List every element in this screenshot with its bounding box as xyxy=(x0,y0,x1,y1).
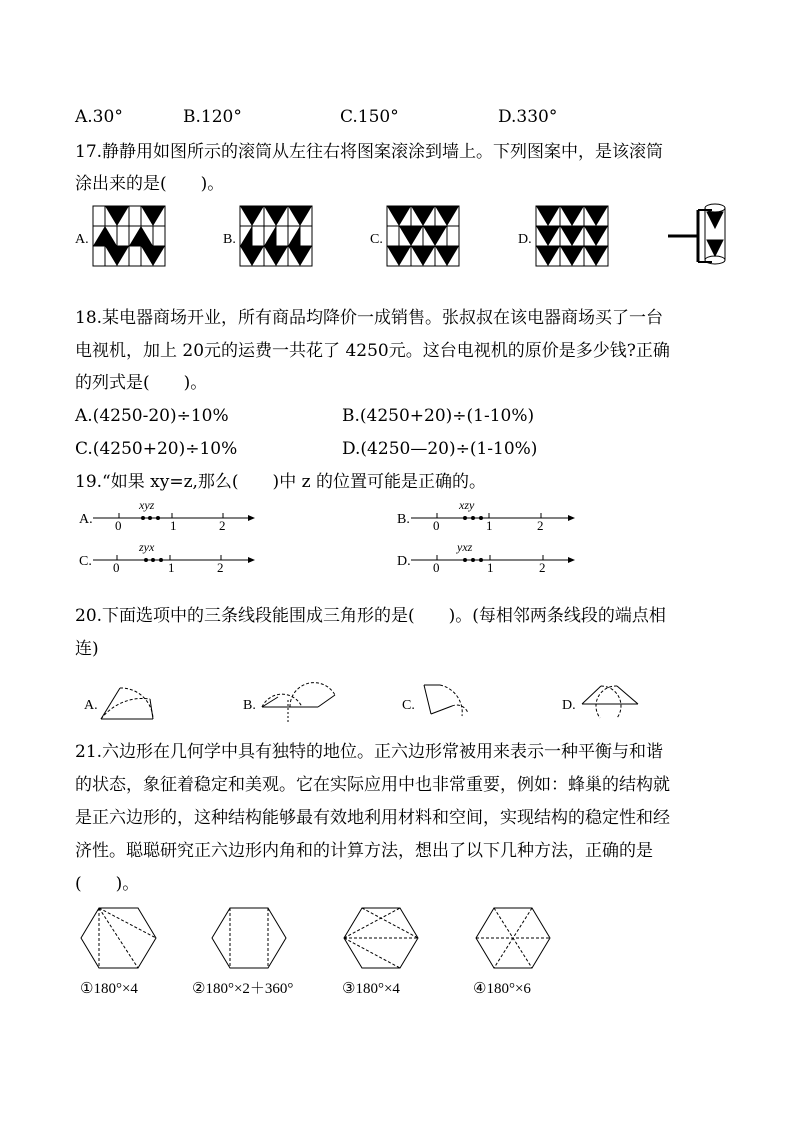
q18-line-1: 18.某电器商场开业，所有商品均降价一成销售。张叔叔在该电器商场买了一台 xyxy=(75,308,664,328)
q20-figures xyxy=(0,676,794,736)
q21-line-1: 21.六边形在几何学中具有独特的地位。正六边形常被用来表示一种平衡与和谐 xyxy=(75,742,664,762)
q20-figure-b xyxy=(262,683,335,722)
q18-option-a: A.(4250-20)÷10% xyxy=(75,406,229,426)
q18-line-3: 的列式是( )。 xyxy=(75,373,208,393)
q21-line-2: 的状态，象征着稳定和美观。它在实际应用中也非常重要，例如：蜂巢的结构就 xyxy=(75,775,670,795)
q19-vars-b: xzy xyxy=(459,498,475,512)
q20-line-2: 连) xyxy=(75,639,99,659)
q16-option-c: C.150° xyxy=(340,107,399,127)
q19-vars-d: yxz xyxy=(457,540,473,554)
q18-line-2: 电视机，加上 20元的运费一共花了 4250元。这台电视机的原价是多少钱?正确 xyxy=(75,341,670,361)
q19-label-b: B. xyxy=(397,512,410,527)
q17-line-1: 17.静静用如图所示的滚筒从左往右将图案滚涂到墙上。下列图案中，是该滚筒 xyxy=(75,142,664,162)
q20-figure-d xyxy=(582,686,638,718)
q20-figure-a xyxy=(101,688,153,719)
q17-pattern-c xyxy=(387,206,459,266)
q21-caption-2: ②180°×2＋360° xyxy=(192,981,294,997)
q21-hexagon-4 xyxy=(476,908,550,968)
q17-pattern-a xyxy=(93,206,165,266)
q17-label-d: D. xyxy=(518,232,532,247)
q21-line-5: ( )。 xyxy=(75,874,140,894)
svg-text:2: 2 xyxy=(539,560,546,575)
svg-text:2: 2 xyxy=(537,518,544,533)
roller-image xyxy=(668,204,725,264)
q19-line-1: 19.“如果 xy=z,那么( )中 z 的位置可能是正确的。 xyxy=(75,472,486,492)
q21-hexagon-2 xyxy=(212,908,286,968)
q21-line-3: 是正六边形的，这种结构能够最有效地利用材料和空间，实现结构的稳定性和经 xyxy=(75,808,670,828)
q19-vars-c: zyx xyxy=(139,540,155,554)
q20-label-b: B. xyxy=(243,698,256,713)
q21-hexagon-1 xyxy=(81,908,156,968)
q19-label-c: C. xyxy=(79,554,92,569)
svg-text:1: 1 xyxy=(486,518,493,533)
q17-label-a: A. xyxy=(75,232,89,247)
q18-option-d: D.(4250—20)÷(1-10%) xyxy=(342,439,538,459)
q18-option-c: C.(4250+20)÷10% xyxy=(75,439,238,459)
svg-text:0: 0 xyxy=(433,518,440,533)
q19-vars-a: xyz xyxy=(139,498,155,512)
q21-figures xyxy=(0,900,794,1010)
svg-text:1: 1 xyxy=(170,518,177,533)
q19-line-d xyxy=(397,540,575,575)
q21-caption-4: ④180°×6 xyxy=(473,981,531,997)
q19-line-a xyxy=(79,498,255,533)
q16-option-a: A.30° xyxy=(75,107,123,127)
q20-label-a: A. xyxy=(84,698,98,713)
q19-line-b xyxy=(397,498,575,533)
svg-text:2: 2 xyxy=(217,560,224,575)
q17-pattern-d xyxy=(536,206,608,266)
q21-caption-1: ①180°×4 xyxy=(80,981,138,997)
q20-label-d: D. xyxy=(562,698,576,713)
q19-label-a: A. xyxy=(79,512,93,527)
svg-text:0: 0 xyxy=(433,560,440,575)
svg-text:1: 1 xyxy=(168,560,175,575)
q17-label-c: C. xyxy=(370,232,383,247)
q19-line-c xyxy=(79,540,255,575)
q21-caption-3: ③180°×4 xyxy=(342,981,400,997)
svg-text:1: 1 xyxy=(487,560,494,575)
svg-text:0: 0 xyxy=(115,518,122,533)
q17-pattern-b xyxy=(240,206,312,266)
q16-option-b: B.120° xyxy=(183,107,242,127)
q19-label-d: D. xyxy=(397,554,411,569)
q20-figure-c xyxy=(424,685,468,716)
q21-hexagon-3 xyxy=(344,908,418,968)
q17-figures xyxy=(0,198,794,278)
q20-line-1: 20.下面选项中的三条线段能围成三角形的是( )。(每相邻两条线段的端点相 xyxy=(75,606,666,626)
q18-option-b: B.(4250+20)÷(1-10%) xyxy=(342,406,535,426)
svg-text:2: 2 xyxy=(219,518,226,533)
q17-line-2: 涂出来的是( )。 xyxy=(75,174,225,194)
q16-option-d: D.330° xyxy=(498,107,558,127)
q19-number-lines xyxy=(0,494,794,584)
q17-label-b: B. xyxy=(223,232,236,247)
q20-label-c: C. xyxy=(402,698,415,713)
svg-text:0: 0 xyxy=(113,560,120,575)
q21-line-4: 济性。聪聪研究正六边形内角和的计算方法，想出了以下几种方法，正确的是 xyxy=(75,841,653,861)
